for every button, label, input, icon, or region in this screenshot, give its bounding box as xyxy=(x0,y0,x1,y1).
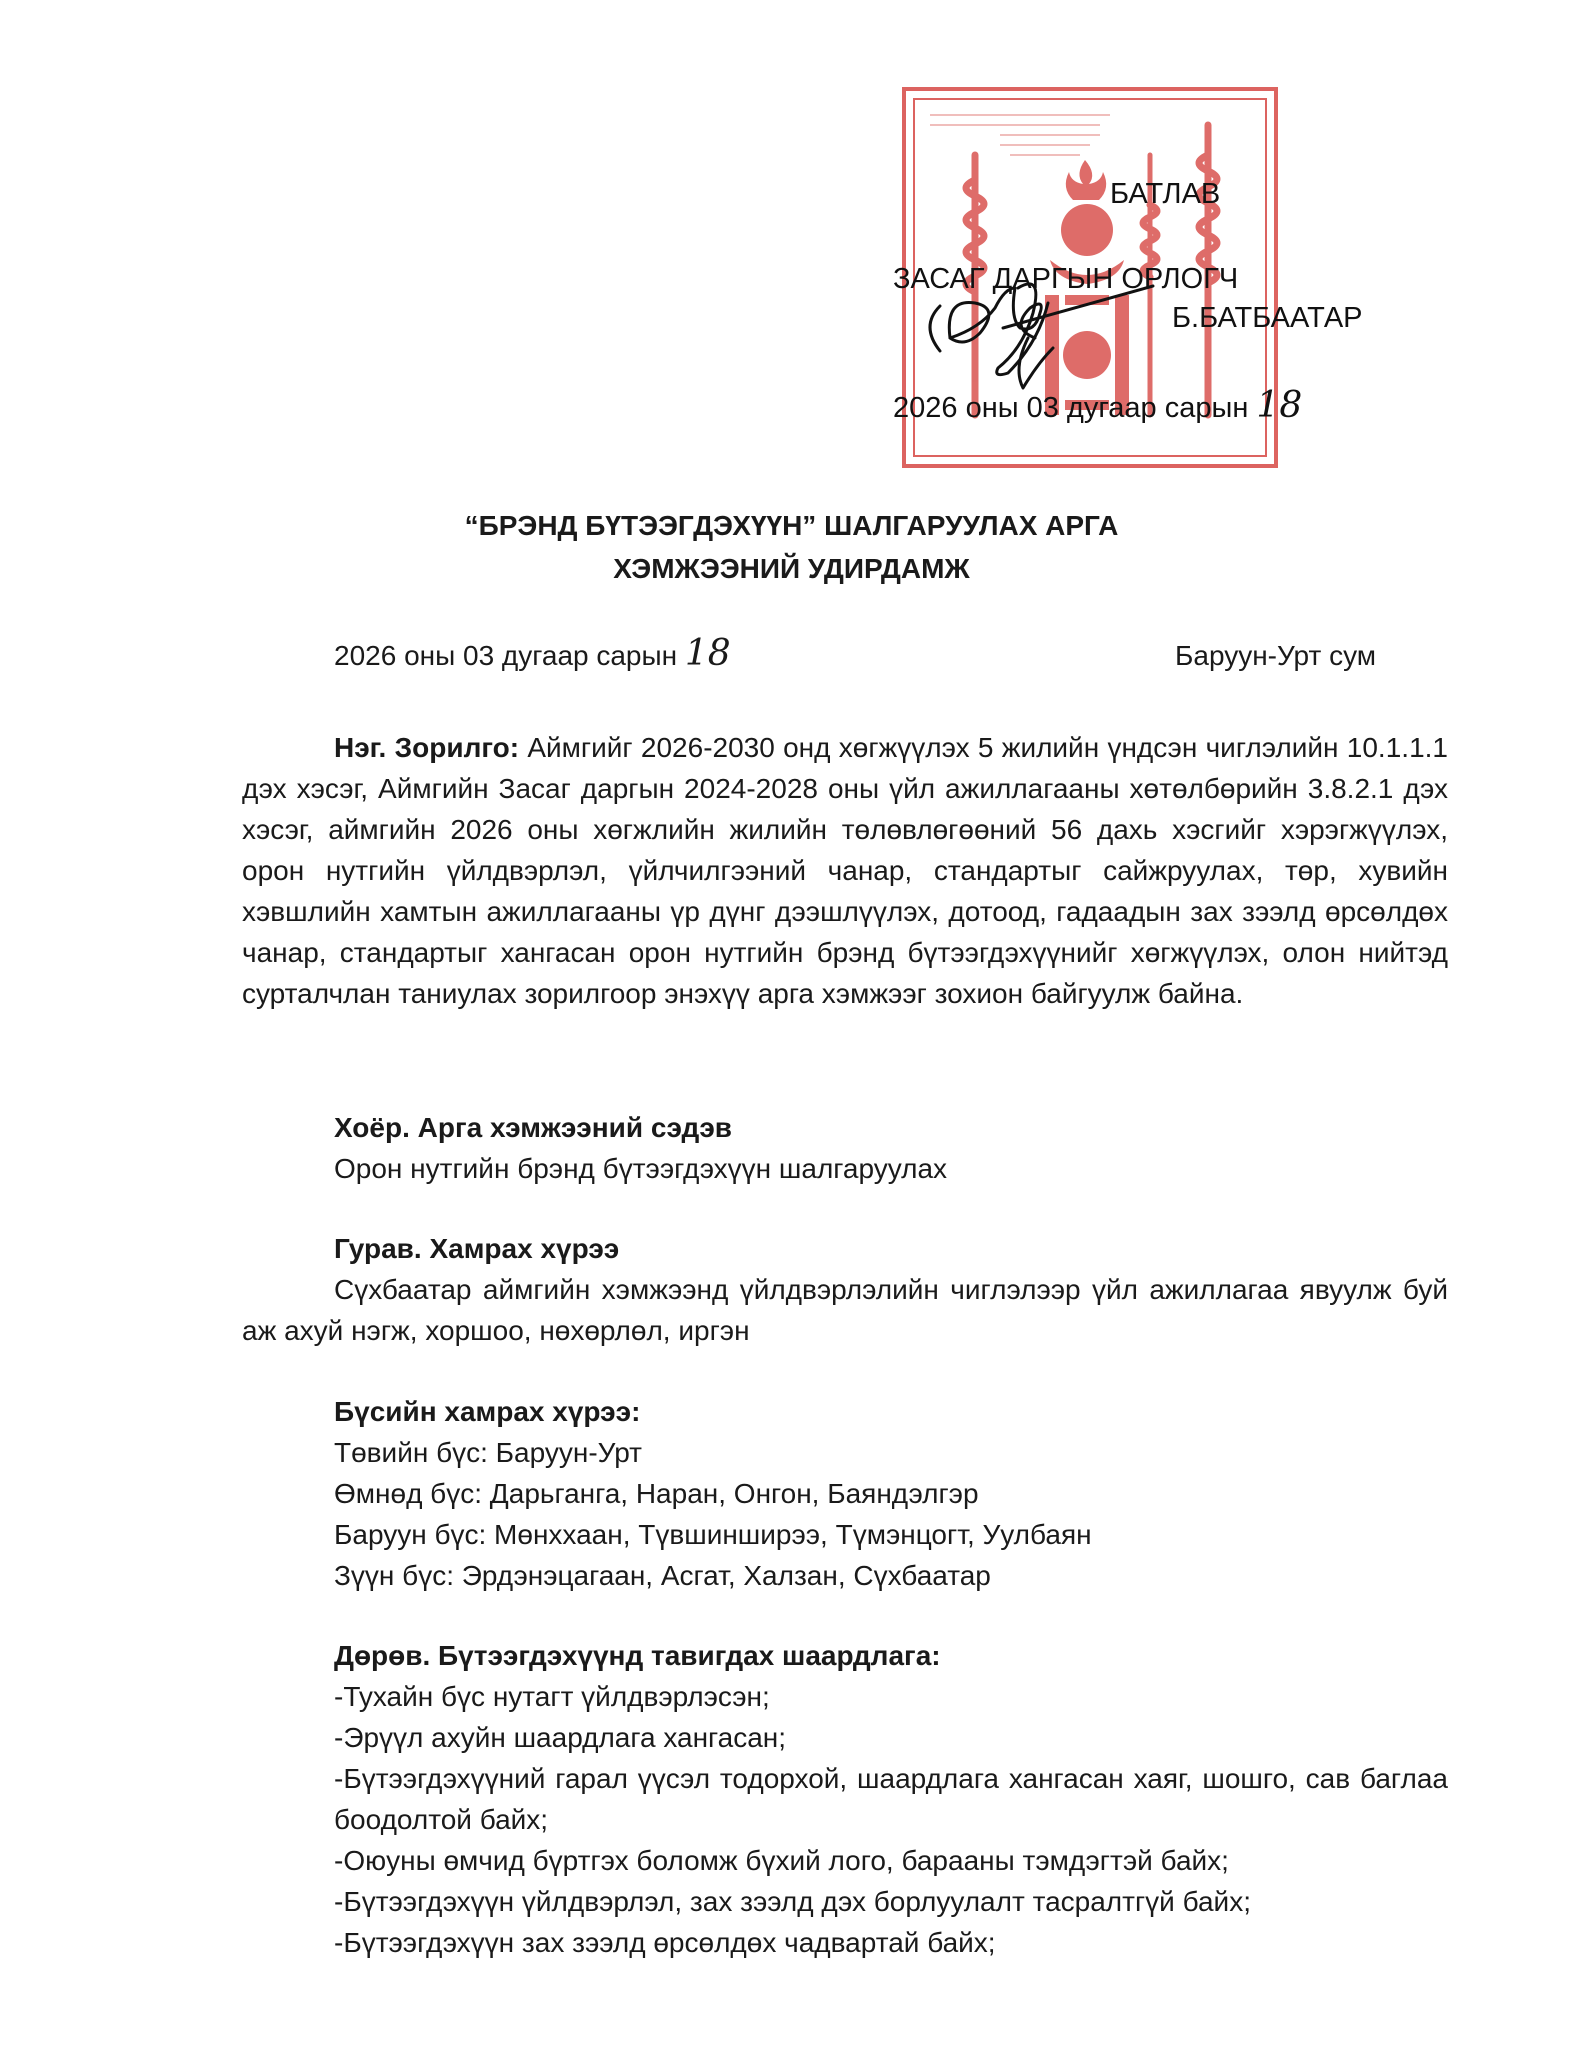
region-item: Төвийн бүс: Баруун-Урт xyxy=(334,1437,642,1468)
signature-icon xyxy=(918,268,1158,398)
section-requirements-heading: Дөрөв. Бүтээгдэхүүнд тавигдах шаардлага: xyxy=(334,1640,941,1671)
requirement-item: -Оюуны өмчид бүртгэх боломж бүхий лого, барааны тэмдэгтэй байх; xyxy=(334,1845,1229,1876)
title-line-2: ХЭМЖЭЭНИЙ УДИРДАМЖ xyxy=(613,553,970,584)
approver-name: Б.БАТБААТАР xyxy=(1172,302,1363,334)
section-scope-heading-block xyxy=(334,1228,1448,1269)
requirement-item: -Бүтээгдэхүүний гарал үүсэл тодорхой, шаардлага хангасан хаяг, шошго, сав баглаа боодолтой байх; xyxy=(334,1763,1448,1835)
region-item: Баруун бүс: Мөнххаан, Түвшинширээ, Түмэнцогт, Уулбаян xyxy=(334,1519,1092,1550)
approval-date-day: 18 xyxy=(1256,385,1303,426)
region-item: Өмнөд бүс: Дарьганга, Наран, Онгон, Баяндэлгэр xyxy=(334,1478,979,1509)
section-scope-heading: Гурав. Хамрах хүрээ xyxy=(334,1233,620,1264)
section-goal-heading: Нэг. Зорилго: xyxy=(334,732,520,763)
section-topic-body: Орон нутгийн брэнд бүтээгдэхүүн шалгаруулах xyxy=(334,1153,948,1184)
section-scope-body: Сүхбаатар аймгийн хэмжээнд үйлдвэрлэлийн чиглэлээр үйл ажиллагаа явуулж буй аж ахуй нэгж, хоршоо, нөхөрлөл, иргэн xyxy=(242,1274,1448,1346)
section-requirements xyxy=(334,1635,1448,1963)
document-date-text: 2026 оны 03 дугаар сарын xyxy=(334,640,678,671)
section-goal xyxy=(242,727,1448,1014)
section-regions xyxy=(334,1391,1448,1596)
requirement-item: -Эрүүл ахуйн шаардлага хангасан; xyxy=(334,1722,787,1753)
requirement-item: -Бүтээгдэхүүн үйлдвэрлэл, зах зээлд дэх борлуулалт тасралтгүй байх; xyxy=(334,1886,1251,1917)
section-topic-heading: Хоёр. Арга хэмжээний сэдэв xyxy=(334,1112,733,1143)
approve-label: БАТЛАВ xyxy=(1110,178,1221,210)
requirement-item: -Бүтээгдэхүүн зах зээлд өрсөлдөх чадвартай байх; xyxy=(334,1927,996,1958)
signature xyxy=(918,268,1158,398)
document-date xyxy=(334,633,731,676)
section-regions-heading: Бүсийн хамрах хүрээ: xyxy=(334,1396,641,1427)
title-line-1: “БРЭНД БҮТЭЭГДЭХҮҮН” ШАЛГАРУУЛАХ АРГА xyxy=(464,510,1119,541)
section-goal-body: Аймгийг 2026-2030 онд хөгжүүлэх 5 жилийн үндсэн чиглэлийн 10.1.1.1 дэх хэсэг, Аймгийн Засаг даргын 2024-2028 оны үйл ажиллагааны хөтөлбөрийн 3.8.2.1 дэх хэсэг, аймгийн 2026 оны хөгжлийн жилийн төлөвлөгөөний 56 дахь хэсгийг хэрэгжүүлэх, орон нутгийн үйлдвэрлэл, үйлчилгээний чанар, стандартыг сайжруулах, төр, хувийн хэвшлийн хамтын ажиллагааны үр дүнг дээшлүүлэх, дотоод, гадаадын зах зээлд өрсөлдөх чанар, стандартыг хангасан орон нутгийн брэнд бүтээгдэхүүнийг хөгжүүлэх, олон нийтэд сурталчлан таниулах зорилгоор энэхүү арга хэмжээг зохион байгуулж байна. xyxy=(242,732,1448,1009)
approver-position: ЗАСАГ ДАРГЫН ОРЛОГЧ xyxy=(893,263,1239,295)
requirement-item: -Тухайн бүс нутагт үйлдвэрлэсэн; xyxy=(334,1681,770,1712)
document-location: Баруун-Урт сум xyxy=(1175,640,1377,671)
section-topic xyxy=(334,1107,1448,1189)
approval-date-text: 2026 оны 03 дугаар сарын xyxy=(893,392,1249,424)
document-title xyxy=(0,504,1583,590)
document-date-day: 18 xyxy=(684,633,731,674)
region-item: Зүүн бүс: Эрдэнэцагаан, Асгат, Халзан, Сүхбаатар xyxy=(334,1560,991,1591)
approval-date xyxy=(893,385,1302,426)
